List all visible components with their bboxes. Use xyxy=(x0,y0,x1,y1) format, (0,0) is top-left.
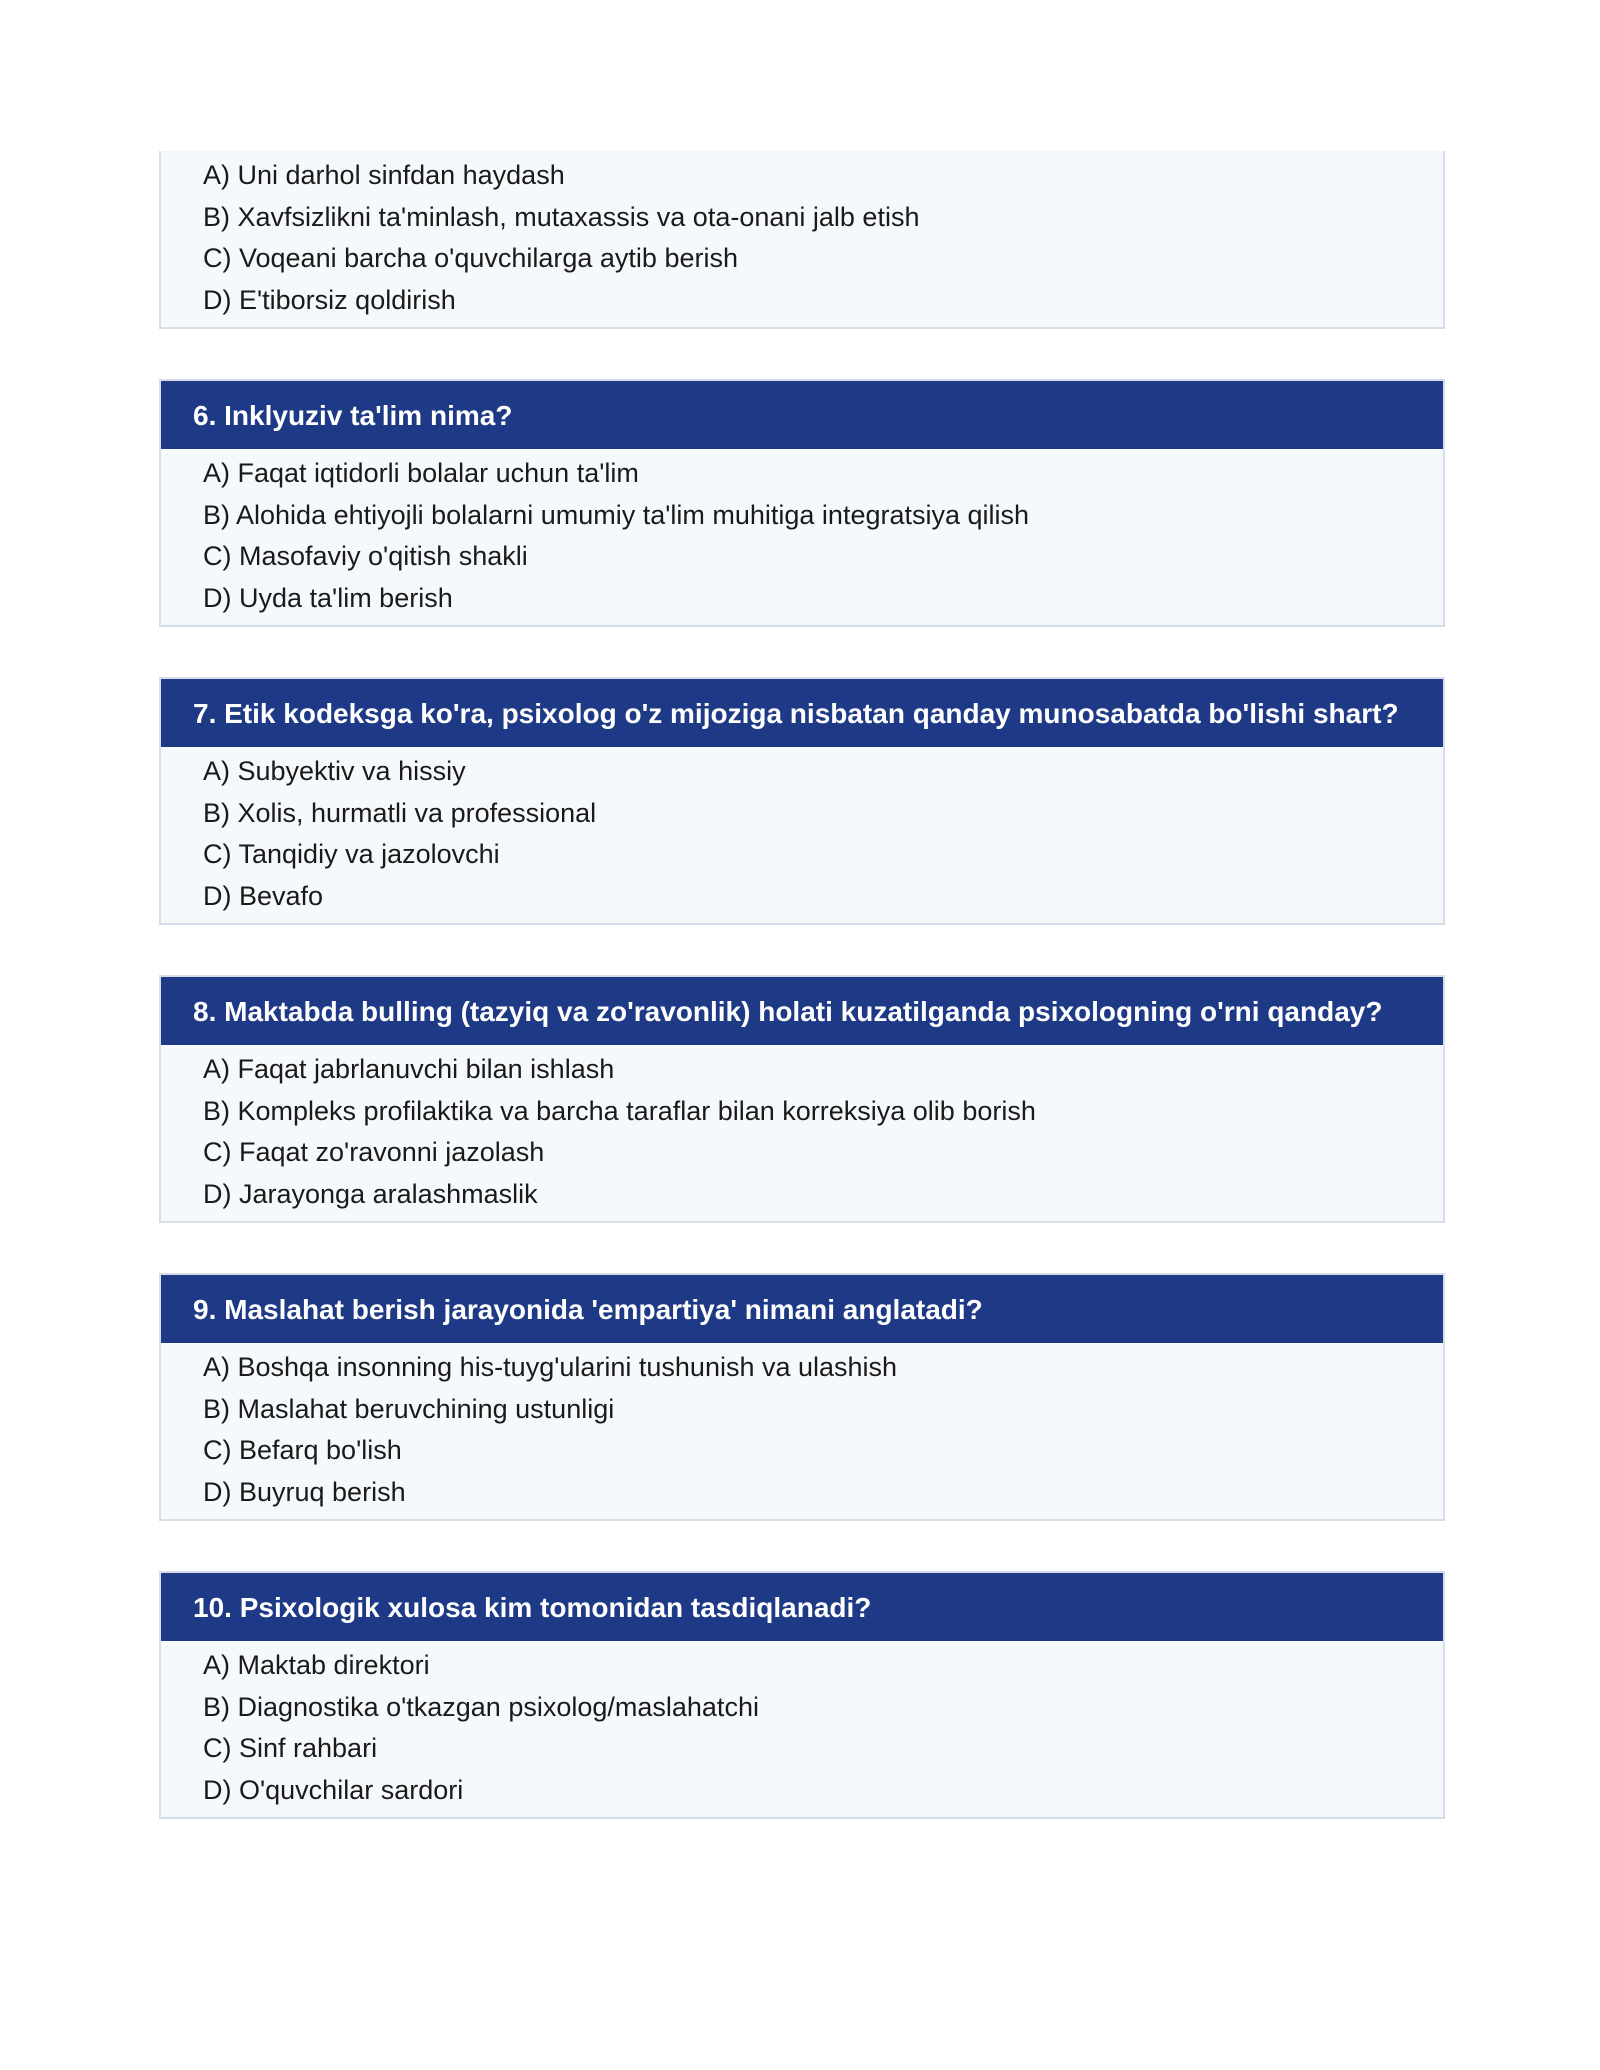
options-list xyxy=(161,1641,1443,1817)
question-card-10 xyxy=(159,1571,1445,1819)
option-a: A) Faqat jabrlanuvchi bilan ishlash xyxy=(203,1054,615,1084)
option-b: B) Xavfsizlikni ta'minlash, mutaxassis va ota-onani jalb etish xyxy=(203,201,920,232)
option-d: D) Buyruq berish xyxy=(203,1476,406,1507)
option-a: A) Maktab direktori xyxy=(203,1650,430,1680)
question-card-8 xyxy=(159,975,1445,1223)
option-c: C) Faqat zo'ravonni jazolash xyxy=(203,1137,545,1167)
option-b: B) Alohida ehtiyojli bolalarni umumiy ta'lim muhitiga integratsiya qilish xyxy=(203,499,1030,530)
question-title: 6. Inklyuziv ta'lim nima? xyxy=(161,381,1443,449)
option-c: C) Tanqidiy va jazolovchi xyxy=(203,839,500,869)
question-card-9 xyxy=(159,1273,1445,1521)
option-c: C) Masofaviy o'qitish shakli xyxy=(203,541,528,571)
question-card-5 xyxy=(159,151,1445,329)
option-a: A) Subyektiv va hissiy xyxy=(203,756,466,786)
question-title: 7. Etik kodeksga ko'ra, psixolog o'z mijoziga nisbatan qanday munosabatda bo'lishi shart? xyxy=(161,679,1443,747)
option-a: A) Faqat iqtidorli bolalar uchun ta'lim xyxy=(203,458,639,488)
option-d: D) Jarayonga aralashmaslik xyxy=(203,1178,538,1209)
option-d: D) E'tiborsiz qoldirish xyxy=(203,284,456,315)
option-b: B) Maslahat beruvchining ustunligi xyxy=(203,1393,615,1424)
options-list xyxy=(161,151,1443,327)
option-b: B) Diagnostika o'tkazgan psixolog/maslahatchi xyxy=(203,1691,759,1722)
options-list xyxy=(161,449,1443,625)
question-card-7 xyxy=(159,677,1445,925)
options-list xyxy=(161,747,1443,923)
options-list xyxy=(161,1045,1443,1221)
options-list xyxy=(161,1343,1443,1519)
option-d: D) Uyda ta'lim berish xyxy=(203,582,453,613)
option-c: C) Sinf rahbari xyxy=(203,1733,378,1763)
option-b: B) Kompleks profilaktika va barcha taraflar bilan korreksiya olib borish xyxy=(203,1095,1036,1126)
option-c: C) Befarq bo'lish xyxy=(203,1435,402,1465)
question-title: 9. Maslahat berish jarayonida 'empartiya' nimani anglatadi? xyxy=(161,1275,1443,1343)
question-title: 10. Psixologik xulosa kim tomonidan tasdiqlanadi? xyxy=(161,1573,1443,1641)
option-b: B) Xolis, hurmatli va professional xyxy=(203,797,597,828)
option-a: A) Boshqa insonning his-tuyg'ularini tushunish va ulashish xyxy=(203,1352,898,1382)
option-a: A) Uni darhol sinfdan haydash xyxy=(203,160,565,190)
quiz-page xyxy=(159,151,1445,1869)
question-card-6 xyxy=(159,379,1445,627)
option-c: C) Voqeani barcha o'quvchilarga aytib berish xyxy=(203,243,738,273)
question-title: 8. Maktabda bulling (tazyiq va zo'ravonlik) holati kuzatilganda psixologning o'rni qanday? xyxy=(161,977,1443,1045)
option-d: D) Bevafo xyxy=(203,880,324,911)
option-d: D) O'quvchilar sardori xyxy=(203,1774,464,1805)
